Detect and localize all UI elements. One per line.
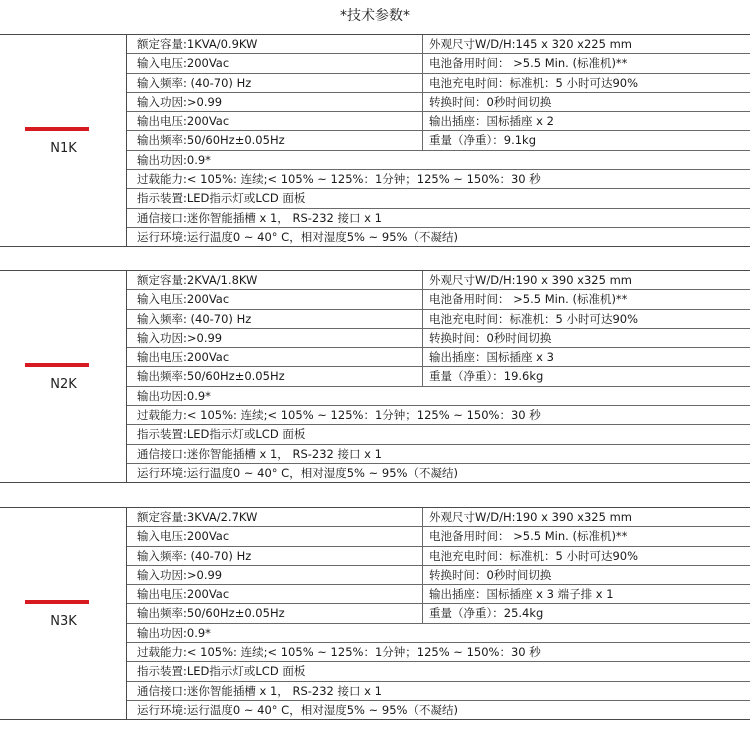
spec-cell-left: 输入电压:200Vac xyxy=(127,290,423,308)
spec-cell-full: 运行环境:运行温度0 ~ 40° C，相对湿度5% ~ 95%（不凝结) xyxy=(137,229,458,244)
model-accent-bar xyxy=(25,363,89,367)
spec-row xyxy=(127,329,750,348)
spec-cell-full: 指示装置:LED指示灯或LCD 面板 xyxy=(137,664,306,679)
spec-cell-right: 电池备用时间： >5.5 Min. (标准机)** xyxy=(429,292,628,307)
spec-row xyxy=(127,527,750,546)
model-name: N1K xyxy=(50,141,77,156)
spec-cell-right: 输出插座：国标插座 x 2 xyxy=(429,114,554,129)
spec-cell-full: 输出功因:0.9* xyxy=(137,388,211,403)
spec-row xyxy=(127,547,750,566)
spec-cell-right: 输出插座：国标插座 x 3 端子排 x 1 xyxy=(429,587,614,602)
spec-row xyxy=(127,682,750,701)
spec-cell-full: 过载能力:< 105%: 连续;< 105% ~ 125%：1分钟；125% ~ 150%：30 秒 xyxy=(137,172,541,187)
model-accent-bar xyxy=(25,600,89,604)
spec-cell-full: 运行环境:运行温度0 ~ 40° C，相对湿度5% ~ 95%（不凝结) xyxy=(137,465,458,480)
spec-cell-left: 输出频率:50/60Hz±0.05Hz xyxy=(127,131,423,149)
spec-row xyxy=(127,271,750,290)
spec-row xyxy=(127,131,750,150)
spec-cell-left: 额定容量:2KVA/1.8KW xyxy=(127,271,423,289)
spec-cell-right: 转换时间：0秒时间切换 xyxy=(429,94,552,109)
spec-cell-right: 重量（净重）：19.6kg xyxy=(429,369,544,384)
spec-cell-right: 外观尺寸W/D/H:190 x 390 x325 mm xyxy=(429,510,632,524)
spec-cell-left: 输出电压:200Vac xyxy=(127,348,423,366)
spec-cell-full: 指示装置:LED指示灯或LCD 面板 xyxy=(137,427,306,442)
spec-cell-right: 电池充电时间：标准机：5 小时可达90% xyxy=(429,75,639,90)
spec-cell-left: 输入频率: (40-70) Hz xyxy=(127,547,423,565)
spec-cell-full: 通信接口:迷你智能插槽 x 1， RS-232 接口 x 1 xyxy=(137,210,382,225)
spec-cell-left: 输出频率:50/60Hz±0.05Hz xyxy=(127,367,423,385)
spec-cell-right: 电池备用时间： >5.5 Min. (标准机)** xyxy=(429,529,628,544)
model-column xyxy=(0,271,127,482)
spec-row xyxy=(127,209,750,228)
spec-cell-left: 输入频率: (40-70) Hz xyxy=(127,74,423,92)
spec-row xyxy=(127,508,750,527)
spec-row xyxy=(127,566,750,585)
spec-cell-left: 输出电压:200Vac xyxy=(127,585,423,603)
spec-row xyxy=(127,228,750,247)
model-name: N2K xyxy=(50,377,77,392)
spec-cell-left: 输出电压:200Vac xyxy=(127,112,423,130)
spec-cell-left: 输出频率:50/60Hz±0.05Hz xyxy=(127,604,423,622)
spec-cell-full: 运行环境:运行温度0 ~ 40° C，相对湿度5% ~ 95%（不凝结) xyxy=(137,702,458,717)
spec-cell-left: 输入电压:200Vac xyxy=(127,54,423,72)
spec-cell-full: 输出功因:0.9* xyxy=(137,152,211,167)
spec-row xyxy=(127,464,750,483)
spec-cell-right: 电池充电时间：标准机：5 小时可达90% xyxy=(429,311,639,326)
spec-row xyxy=(127,445,750,464)
spec-row xyxy=(127,310,750,329)
spec-cell-right: 外观尺寸W/D/H:190 x 390 x325 mm xyxy=(429,273,632,287)
spec-cell-left: 输入电压:200Vac xyxy=(127,527,423,545)
spec-row xyxy=(127,701,750,720)
spec-row xyxy=(127,662,750,681)
spec-cell-left: 输入频率: (40-70) Hz xyxy=(127,310,423,328)
spec-row xyxy=(127,624,750,643)
spec-rows xyxy=(127,35,750,247)
spec-table-2 xyxy=(0,270,750,483)
spec-row xyxy=(127,151,750,170)
spec-row xyxy=(127,35,750,54)
spec-row xyxy=(127,643,750,662)
spec-row xyxy=(127,93,750,112)
model-column xyxy=(0,35,127,246)
spec-row xyxy=(127,387,750,406)
spec-row xyxy=(127,290,750,309)
spec-row xyxy=(127,348,750,367)
spec-cell-right: 重量（净重）：25.4kg xyxy=(429,606,544,621)
spec-cell-full: 过载能力:< 105%: 连续;< 105% ~ 125%：1分钟；125% ~ 150%：30 秒 xyxy=(137,408,541,423)
spec-row xyxy=(127,406,750,425)
spec-rows xyxy=(127,271,750,483)
spec-cell-full: 指示装置:LED指示灯或LCD 面板 xyxy=(137,191,306,206)
spec-cell-right: 输出插座：国标插座 x 3 xyxy=(429,350,554,365)
spec-row xyxy=(127,54,750,73)
spec-table-1 xyxy=(0,34,750,247)
spec-rows xyxy=(127,508,750,720)
spec-row xyxy=(127,604,750,623)
spec-row xyxy=(127,585,750,604)
spec-cell-left: 额定容量:3KVA/2.7KW xyxy=(127,508,423,526)
spec-cell-full: 通信接口:迷你智能插槽 x 1， RS-232 接口 x 1 xyxy=(137,446,382,461)
spec-cell-left: 额定容量:1KVA/0.9KW xyxy=(127,35,423,53)
spec-row xyxy=(127,367,750,386)
spec-row xyxy=(127,170,750,189)
spec-row xyxy=(127,425,750,444)
spec-table-3 xyxy=(0,507,750,720)
model-name: N3K xyxy=(50,614,77,629)
spec-row xyxy=(127,112,750,131)
spec-cell-left: 输入功因:>0.99 xyxy=(127,93,423,111)
spec-row xyxy=(127,74,750,93)
spec-cell-full: 输出功因:0.9* xyxy=(137,625,211,640)
spec-cell-full: 过载能力:< 105%: 连续;< 105% ~ 125%：1分钟；125% ~ 150%：30 秒 xyxy=(137,645,541,660)
model-accent-bar xyxy=(25,127,89,131)
spec-cell-right: 外观尺寸W/D/H:145 x 320 x225 mm xyxy=(429,37,632,51)
spec-cell-right: 电池备用时间： >5.5 Min. (标准机)** xyxy=(429,56,628,71)
model-column xyxy=(0,508,127,719)
spec-cell-right: 重量（净重）：9.1kg xyxy=(429,133,536,148)
spec-row xyxy=(127,189,750,208)
page-title: *技术参数* xyxy=(340,8,410,24)
spec-cell-full: 通信接口:迷你智能插槽 x 1， RS-232 接口 x 1 xyxy=(137,683,382,698)
spec-cell-right: 电池充电时间：标准机：5 小时可达90% xyxy=(429,548,639,563)
spec-cell-left: 输入功因:>0.99 xyxy=(127,566,423,584)
spec-cell-right: 转换时间：0秒时间切换 xyxy=(429,567,552,582)
spec-cell-right: 转换时间：0秒时间切换 xyxy=(429,330,552,345)
spec-cell-left: 输入功因:>0.99 xyxy=(127,329,423,347)
